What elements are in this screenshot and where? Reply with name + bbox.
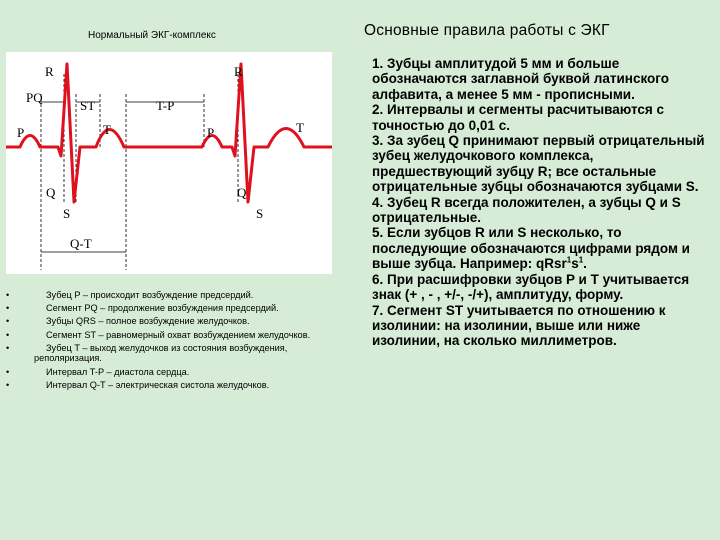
ecg-trace xyxy=(6,64,332,202)
bullet-icon: • xyxy=(6,342,10,353)
rule-7: 7. Сегмент ST учитывается по отношению к изолинии: на изолинии, выше или ниже изолинии, на сколько миллиметров. xyxy=(372,302,666,349)
bullet-icon: • xyxy=(6,290,10,300)
rule-1: 1. Зубцы амплитудой 5 мм и больше обозначаются заглавной буквой латинского алфавита, а менее 5 мм - прописными. xyxy=(372,56,669,102)
label-pq: PQ xyxy=(26,90,43,105)
bullet-icon: • xyxy=(6,379,10,390)
rules-section-title: Основные правила работы с ЭКГ xyxy=(364,22,610,39)
list-item: • Зубец P – происходит возбуждение предсердий. xyxy=(6,290,254,300)
list-item: • Интервал T-P – диастола сердца. xyxy=(6,366,190,377)
list-item: • Сегмент ST – равномерный охват возбуждением желудочков. xyxy=(6,329,311,340)
label-st: ST xyxy=(80,98,96,113)
label-p2: P xyxy=(207,125,215,140)
label-s1: S xyxy=(63,206,71,221)
bullet-icon: • xyxy=(6,316,10,327)
label-t1: T xyxy=(103,122,111,137)
ecg-svg xyxy=(6,52,332,274)
label-t2: T xyxy=(296,120,304,135)
rule-3: 3. За зубец Q принимают первый отрицательный зубец желудочкового комплекса, предшествующий зубцу R; все остальные отрицательные зубцы обозначаются зубцами S. xyxy=(372,133,705,195)
label-r2: R xyxy=(234,64,243,79)
rule-5: 5. Если зубцов R или S несколько, то последующие обозначаются цифрами рядом и выше зубца. Например: $qRsr^1s^1$. xyxy=(372,225,690,272)
label-s2: S xyxy=(256,206,264,221)
rule-4: 4. Зубец R всегда положителен, а зубцы Q и S отрицательные. xyxy=(372,194,681,226)
bullet-icon: • xyxy=(6,366,10,377)
ecg-diagram xyxy=(6,52,332,274)
label-tp: T-P xyxy=(156,98,175,113)
rules-list xyxy=(372,56,707,349)
label-q2: Q xyxy=(237,185,247,200)
bullet-icon: • xyxy=(6,303,10,314)
list-item: • Зубец T – выход желудочков из состояния возбуждения, реполяризация. xyxy=(6,342,288,364)
list-item: • Зубцы QRS – полное возбуждение желудочков. xyxy=(6,316,250,327)
ecg-component-list xyxy=(6,290,332,393)
rule-6: 6. При расшифровки зубцов P и T учитывается знак (+ , - , +/-, -/+), амплитуду, форму. xyxy=(372,271,690,303)
label-p1: P xyxy=(17,125,25,140)
label-q1: Q xyxy=(46,185,56,200)
list-item: • Сегмент PQ – продолжение возбуждения предсердий. xyxy=(6,303,279,314)
rule-2: 2. Интервалы и сегменты расчитываются с точностью до 0,01 с. xyxy=(372,102,665,133)
interval-arrows xyxy=(41,102,204,252)
label-r1: R xyxy=(45,64,54,79)
ecg-section-title: Нормальный ЭКГ-комплекс xyxy=(88,30,216,41)
bullet-icon: • xyxy=(6,329,10,340)
list-item: • Интервал Q-T – электрическая систола желудочков. xyxy=(6,379,270,390)
label-qt: Q-T xyxy=(70,236,92,251)
